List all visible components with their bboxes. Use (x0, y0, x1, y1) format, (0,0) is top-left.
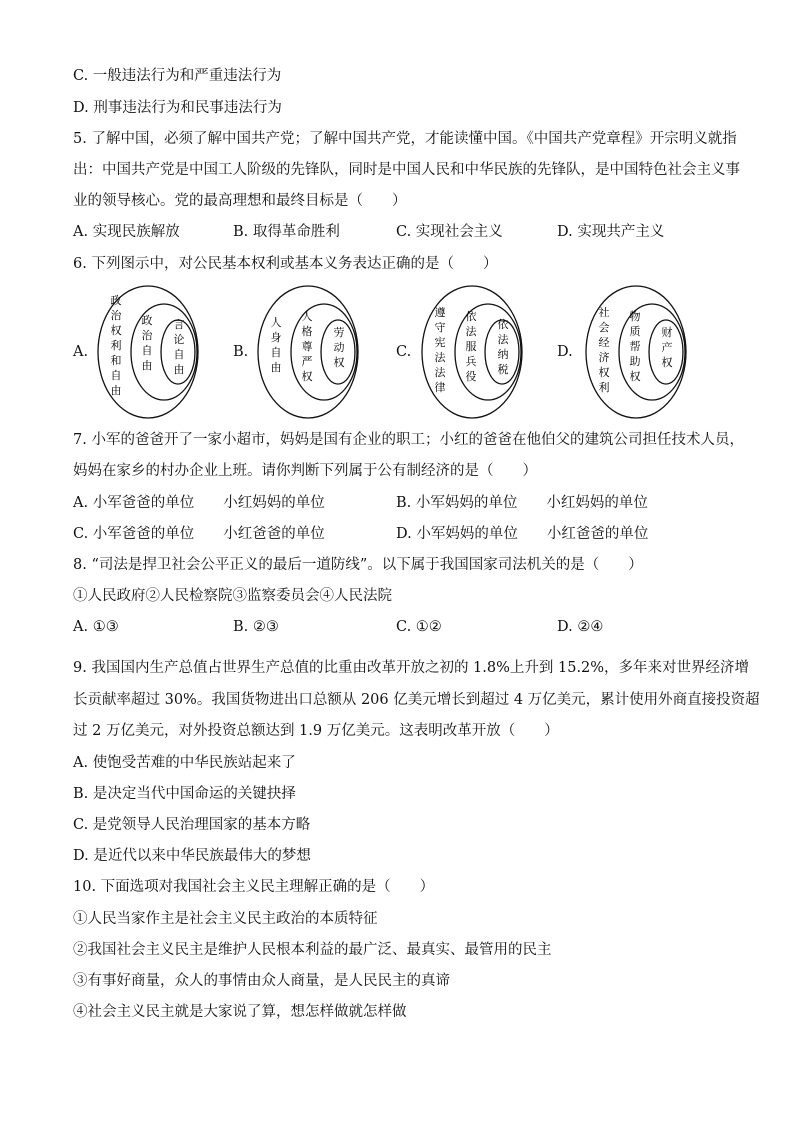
q6-figure-d-outer-text: 社会经济权利 (598, 306, 610, 394)
q8-option-d: D. ②④ (557, 619, 604, 635)
q6-figure-a-inner-text: 言论自由 (173, 318, 185, 376)
q6-figure-a-middle-text: 政治自由 (141, 314, 153, 372)
q8-stem: 8. “司法是捍卫社会公平正义的最后一道防线”。以下属于我国国家司法机关的是（ ） (73, 557, 643, 573)
q6-figure-d-diagram (584, 284, 694, 420)
q6-figure-d-inner-text: 财产权 (661, 326, 673, 369)
q6-figure-c-inner-text: 依法纳税 (497, 318, 509, 376)
q5-stem-line1: 5. 了解中国，必须了解中国共产党；了解中国共产党，才能读懂中国。《中国共产党章程》开宗明义就指 (73, 131, 737, 147)
q6-figure-c-label: C. (396, 344, 412, 360)
q7-option-b: B. 小军妈妈的单位 小红妈妈的单位 (396, 495, 648, 511)
q8-option-a: A. ①③ (73, 619, 119, 635)
q9-stem-line2: 长贡献率超过 30%。我国货物进出口总额从 206 亿美元增长到超过 4 万亿美元，累计使用外商直接投资超 (73, 692, 760, 708)
q5-stem-line2: 出：中国共产党是中国工人阶级的先锋队，同时是中国人民和中华民族的先锋队，是中国特色社会主义事 (73, 162, 740, 178)
q6-figure-b-outer-text: 人身自由 (270, 316, 282, 374)
q10-item-1: ①人民当家作主是社会主义民主政治的本质特征 (73, 911, 378, 927)
q7-stem-line1: 7. 小军的爸爸开了一家小超市，妈妈是国有企业的职工；小红的爸爸在他伯父的建筑公司担任技术人员， (73, 432, 744, 448)
q6-figure-b-middle-text: 人格尊严权 (301, 310, 313, 383)
q5-option-c: C. 实现社会主义 (396, 224, 503, 240)
q9-option-d: D. 是近代以来中华民族最伟大的梦想 (73, 848, 311, 864)
q6-stem: 6. 下列图示中，对公民基本权利或基本义务表达正确的是（ ） (73, 256, 498, 272)
q8-items: ①人民政府②人民检察院③监察委员会④人民法院 (73, 588, 392, 604)
q8-option-c: C. ①② (396, 619, 442, 635)
q9-option-b: B. 是决定当代中国命运的关键抉择 (73, 786, 296, 802)
q6-figure-d-label: D. (557, 344, 573, 360)
q5-stem-line3: 业的领导核心。党的最高理想和最终目标是（ ） (73, 193, 407, 209)
q6-figure-c-middle-text: 依法服兵役 (465, 310, 477, 383)
q10-stem: 10. 下面选项对我国社会主义民主理解正确的是（ ） (73, 879, 435, 895)
q7-option-d: D. 小军妈妈的单位 小红爸爸的单位 (396, 526, 649, 542)
q4-option-c: C. 一般违法行为和严重违法行为 (73, 68, 282, 84)
q9-stem-line3: 过 2 万亿美元，对外投资总额达到 1.9 万亿美元。这表明改革开放（ ） (73, 723, 559, 739)
q7-stem-line2: 妈妈在家乡的村办企业上班。请你判断下列属于公有制经济的是（ ） (73, 463, 537, 479)
q6-figure-d-middle-text: 物质帮助权 (629, 310, 641, 383)
q6-figure-b-label: B. (233, 344, 249, 360)
q6-figure-b-inner-text: 劳动权 (333, 326, 345, 369)
q6-figure-c-outer-text: 遵守宪法法律 (434, 306, 446, 394)
q9-option-c: C. 是党领导人民治理国家的基本方略 (73, 817, 311, 833)
q7-option-c: C. 小军爸爸的单位 小红爸爸的单位 (73, 526, 325, 542)
q8-option-b: B. ②③ (233, 619, 279, 635)
q10-item-3: ③有事好商量，众人的事情由众人商量，是人民民主的真谛 (73, 973, 450, 989)
q9-stem-line1: 9. 我国国内生产总值占世界生产总值的比重由改革开放之初的 1.8%上升到 15.2%，多年来对世界经济增 (73, 660, 750, 676)
q6-figure-a-diagram (96, 284, 206, 420)
q4-option-d: D. 刑事违法行为和民事违法行为 (73, 100, 282, 116)
q6-figure-c-diagram (420, 284, 530, 420)
q10-item-4: ④社会主义民主就是大家说了算，想怎样做就怎样做 (73, 1004, 407, 1020)
q5-option-a: A. 实现民族解放 (73, 224, 180, 240)
q6-figure-b-diagram (256, 284, 366, 420)
q5-option-b: B. 取得革命胜利 (233, 224, 340, 240)
q7-option-a: A. 小军爸爸的单位 小红妈妈的单位 (73, 495, 325, 511)
q10-item-2: ②我国社会主义民主是维护人民根本利益的最广泛、最真实、最管用的民主 (73, 942, 552, 958)
q5-option-d: D. 实现共产主义 (557, 224, 665, 240)
q6-figure-a-label: A. (73, 344, 89, 360)
q9-option-a: A. 使饱受苦难的中华民族站起来了 (73, 755, 296, 771)
q6-figure-a-outer-text: 政治权利和自由 (110, 294, 122, 397)
